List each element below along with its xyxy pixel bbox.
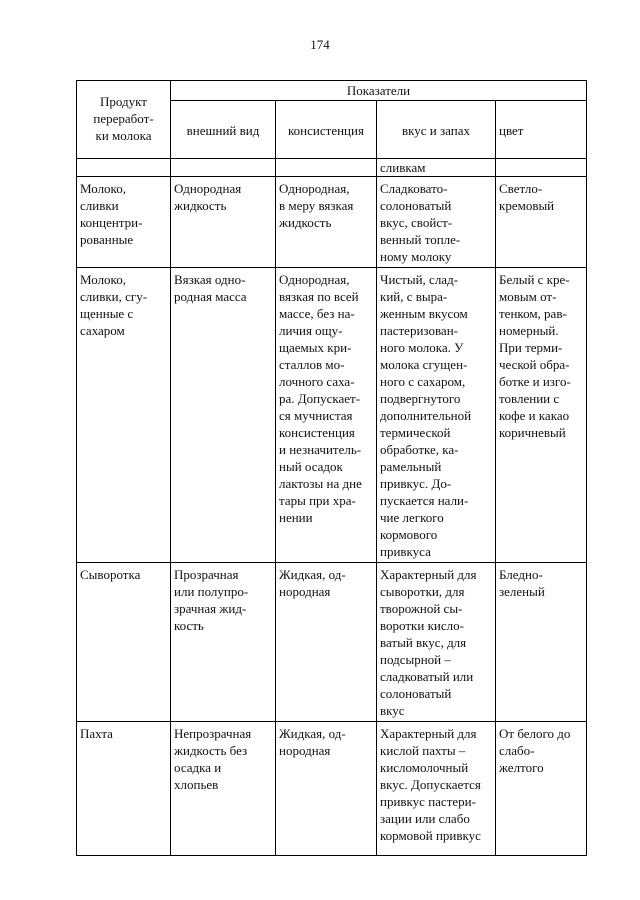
color-cell: От белого до слабо- желтого [496,722,587,856]
header-color: цвет [496,101,587,159]
table-row [77,722,587,856]
header-appearance: внешний вид [171,101,276,159]
continuation-cell [276,159,377,177]
product-cell: Пахта [77,722,171,856]
taste-cell: Характерный для сыворотки, для творожной сы- воротки кисло- ватый вкус, для подсырной – сладковатый или солоноватый вкус [377,563,496,722]
consistency-cell: Однородная, в меру вязкая жидкость [276,177,377,268]
continuation-cell [171,159,276,177]
continuation-cell [496,159,587,177]
header-indicators-group: Показатели [171,81,587,101]
header-product: Продукт переработ- ки молока [77,81,171,159]
table-row [77,268,587,563]
appearance-cell: Однородная жидкость [171,177,276,268]
continuation-cell: сливкам [377,159,496,177]
continuation-row [77,159,587,177]
page-number: 174 [310,37,330,52]
continuation-cell [77,159,171,177]
color-cell: Бледно- зеленый [496,563,587,722]
product-cell: Сыворотка [77,563,171,722]
appearance-cell: Непрозрачная жидкость без осадка и хлопьев [171,722,276,856]
table-row [77,177,587,268]
color-cell: Белый с кре- мовым от- тенком, рав- номерный. При терми- ческой обра- ботке и изго- товлении с кофе и какао коричневый [496,268,587,563]
header-taste: вкус и запах [377,101,496,159]
header-row [77,81,587,101]
appearance-cell: Вязкая одно- родная масса [171,268,276,563]
product-cell: Молоко, сливки концентри- рованные [77,177,171,268]
indicators-table [76,80,587,856]
consistency-cell: Однородная, вязкая по всей массе, без на- личия ощу- щаемых кри- сталлов мо- лочного саха- ра. Допускает- ся мучнистая консистенция и незначитель- ный осадок лактозы на дне тары при хра- нении [276,268,377,563]
consistency-cell: Жидкая, од- нородная [276,563,377,722]
taste-cell: Чистый, слад- кий, с выра- женным вкусом пастеризован- ного молока. У молока сгущен- ного с сахаром, подвергнутого дополнительной термической обработке, ка- рамельный привкус. До- пускается нали- чие легкого кормового привкуса [377,268,496,563]
consistency-cell: Жидкая, од- нородная [276,722,377,856]
taste-cell: Сладковато- солоноватый вкус, свойст- венный топле- ному молоку [377,177,496,268]
table-row [77,563,587,722]
header-consistency: консистенция [276,101,377,159]
appearance-cell: Прозрачная или полупро- зрачная жид- кость [171,563,276,722]
product-cell: Молоко, сливки, сгу- щенные с сахаром [77,268,171,563]
color-cell: Светло- кремовый [496,177,587,268]
taste-cell: Характерный для кислой пахты – кисломолочный вкус. Допускается привкус пастери- зации или слабо кормовой привкус [377,722,496,856]
